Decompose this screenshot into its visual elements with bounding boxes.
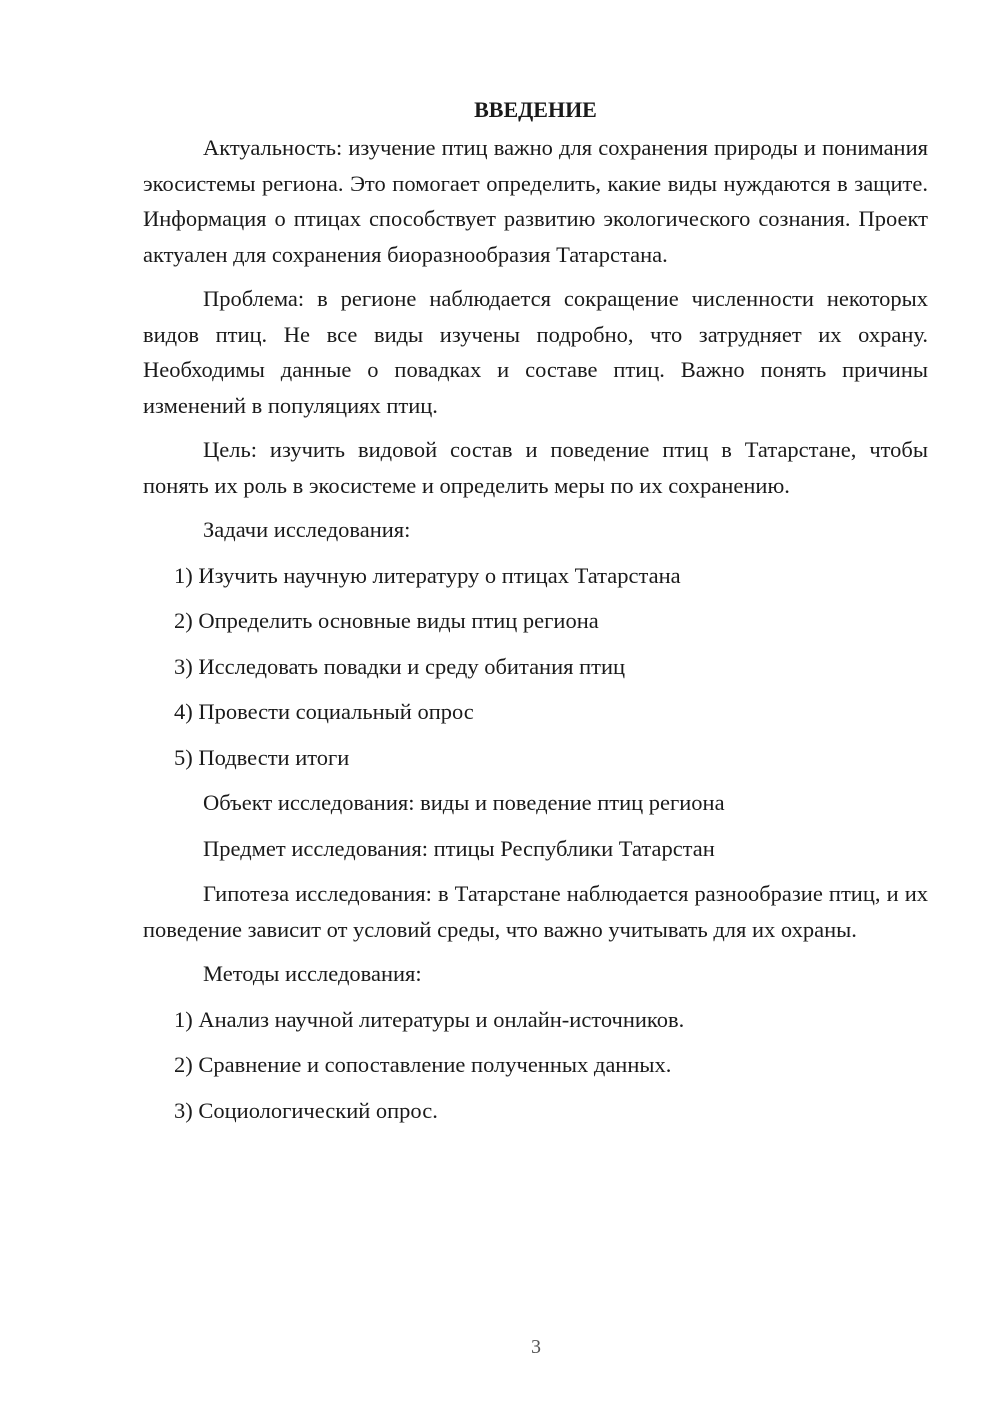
method-item: 3) Социологический опрос. (174, 1097, 438, 1123)
task-item: 3) Исследовать повадки и среду обитания птиц (174, 653, 626, 679)
method-item: 1) Анализ научной литературы и онлайн-источников. (174, 1006, 685, 1032)
tasks-list (143, 558, 928, 776)
relevance-paragraph: Актуальность: изучение птиц важно для сохранения природы и понимания экосистемы региона. Это помогает определить, какие виды нуждаются в защите. Информация о птицах способствует развитию экологического сознания. Проект актуален для сохранения биоразнообразия Татарстана. (143, 135, 928, 267)
task-item: 4) Провести социальный опрос (174, 699, 474, 724)
task-item: 1) Изучить научную литературу о птицах Татарстана (174, 562, 681, 588)
methods-heading: Методы исследования: (203, 961, 422, 986)
tasks-heading: Задачи исследования: (203, 517, 411, 542)
document-page (143, 92, 928, 1138)
task-item: 5) Подвести итоги (174, 744, 350, 770)
section-title: ВВЕДЕНИЕ (474, 97, 597, 122)
task-item: 2) Определить основные виды птиц региона (174, 608, 599, 633)
research-object: Объект исследования: виды и поведение птиц региона (203, 790, 725, 815)
problem-paragraph: Проблема: в регионе наблюдается сокращение численности некоторых видов птиц. Не все виды изучены подробно, что затрудняет их охрану. Необходимы данные о повадках и составе птиц. Важно понять причины изменений в популяциях птиц. (143, 286, 928, 418)
research-subject: Предмет исследования: птицы Республики Татарстан (203, 835, 715, 861)
hypothesis-paragraph: Гипотеза исследования: в Татарстане наблюдается разнообразие птиц, и их поведение зависит от условий среды, что важно учитывать для их охраны. (143, 881, 928, 942)
page-number: 3 (531, 1336, 541, 1358)
method-item: 2) Сравнение и сопоставление полученных данных. (174, 1052, 672, 1077)
goal-paragraph: Цель: изучить видовой состав и поведение птиц в Татарстане, чтобы понять их роль в экосистеме и определить меры по их сохранению. (143, 437, 928, 498)
methods-list (143, 1002, 928, 1129)
